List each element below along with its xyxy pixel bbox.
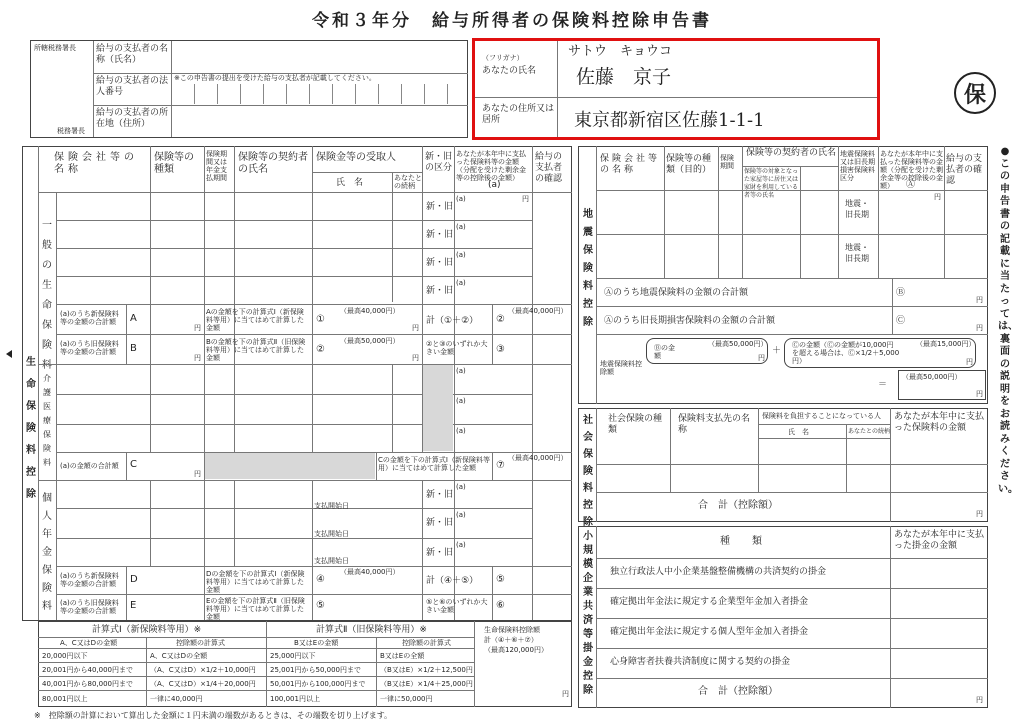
s-col-bearer: 保険料を負担することになっている人 [762, 412, 881, 420]
n6: ⑥ [496, 600, 505, 611]
q-col-company: 保険会社等の名称 [600, 154, 661, 175]
sum-45: 計（④＋⑤） [426, 576, 479, 586]
care-label: 介護医療保険料 [43, 374, 51, 467]
paid-input-4[interactable] [456, 288, 530, 302]
max40000-2: （最高40,000円） [508, 307, 568, 315]
social-section-label: 社会保険料控除 [583, 415, 593, 528]
sum-12: 計（①＋②） [426, 316, 479, 326]
newold-6[interactable]: 新・旧 [426, 518, 454, 528]
eq-sign: ＝ [878, 380, 888, 390]
tax-office-label: 所轄税務署長 [34, 44, 76, 52]
col-relation: あなたとの続柄 [394, 174, 422, 190]
c-formula: Ⓒの金額（Ⓒの金額が10,000円を超える場合は、Ⓒ×1/2＋5,000円） [792, 341, 900, 365]
calc2-E: Eの金額を下の計算式Ⅱ（旧保険料等用）に当てはめて計算した金額 [206, 597, 305, 621]
deduct-label: 地震保険料控除額 [600, 360, 642, 376]
q-col-contractor: 保険等の契約者の氏名 [746, 148, 837, 158]
paid-input-1[interactable] [456, 204, 530, 218]
small-total-input[interactable] [892, 680, 986, 706]
pension-start-1: 支払開始日 [314, 502, 349, 510]
f2-r1c1: 25,000円以下 [270, 652, 316, 660]
q-col-confirm: 給与の支払者の確認 [946, 154, 983, 186]
paid-input-2[interactable] [456, 232, 530, 246]
sb-row-1: 独立行政法人中小企業基盤整備機構の共済契約の掛金 [610, 567, 827, 577]
choose-56: ⑤と⑥のいずれか大きい金額 [426, 598, 488, 614]
payer-address-field[interactable] [172, 106, 466, 136]
col-newold: 新・旧の区分 [425, 152, 453, 173]
sb-yen: 円 [976, 696, 983, 704]
calc1-C: Cの金額を下の計算式Ⅰ（新保険料等用）に当てはめて計算した金額 [378, 456, 490, 472]
f2-r3c1: 50,001円から100,000円まで [270, 680, 366, 688]
kind-row-2[interactable]: 地震・旧長期 [845, 243, 869, 263]
f1-r3c1: 40,001円から80,000円まで [42, 680, 133, 688]
a-mark-9: (a) [456, 511, 466, 519]
E-label: (a)のうち旧保険料等の金額の合計額 [60, 599, 119, 615]
q-col-insured: 保険等の対象となった家屋等に居住又は家財を利用している者等の氏名 [744, 168, 799, 199]
quake-section-label: 地震保険料控除 [583, 209, 593, 328]
q-col-paid-mark: Ⓐ [906, 180, 916, 190]
f1-r1c1: 20,000円以下 [42, 652, 88, 660]
f1-col1: A、C又はDの金額 [60, 639, 118, 647]
f2-r2c1: 25,001円から50,000円まで [270, 666, 361, 674]
payer-name-label: 給与の支払者の名称（氏名） [96, 44, 169, 65]
max40000-4: （最高40,000円） [340, 568, 400, 576]
f2-col2: 控除額の計算式 [402, 639, 451, 647]
choose-23: ②と③のいずれか大きい金額 [426, 340, 488, 356]
name-label: あなたの氏名 [482, 66, 537, 76]
q-col-kind: 地震保険料又は旧長期損害保険料区分 [840, 150, 875, 182]
pension-start-3: 支払開始日 [314, 557, 349, 565]
f2-r4c1: 100,001円以上 [270, 695, 320, 703]
payer-number-note: ※この申告書の提出を受けた給与の支払者が記載してください。 [174, 74, 376, 82]
sb-input-4[interactable] [892, 650, 986, 676]
f2-r3c2: （B又はE）×1/4＋25,000円 [380, 680, 473, 688]
B-label: (a)のうち旧保険料等の金額の合計額 [60, 340, 119, 356]
small-total: 合 計（控除額） [698, 686, 778, 697]
social-total: 合 計（控除額） [698, 500, 778, 511]
n5: ⑤ [316, 600, 325, 611]
q-yen-total: 円 [976, 390, 983, 398]
max40000-3: （最高40,000円） [508, 454, 568, 462]
newold-1[interactable]: 新・旧 [426, 202, 454, 212]
newold-5[interactable]: 新・旧 [426, 490, 454, 500]
life-total-yen: 円 [562, 690, 569, 698]
social-total-input[interactable] [892, 494, 986, 520]
a-mark-4: (a) [456, 279, 466, 287]
general-label: 一般の生命保険料 [42, 220, 52, 371]
C-gray [205, 453, 375, 479]
calc1-A: Aの金額を下の計算式Ⅰ（新保険料等用）に当てはめて計算した金額 [206, 308, 304, 332]
B-yen: 円 [194, 354, 201, 362]
s-yen: 円 [976, 510, 983, 518]
D-label: (a)のうち新保険料等の金額の合計額 [60, 572, 119, 588]
paid-input-9[interactable] [456, 520, 530, 536]
life-total-label: 生命保険料控除額 [484, 626, 540, 634]
plus-sign: ＋ [772, 346, 782, 356]
sb-input-1[interactable] [892, 560, 986, 586]
B-mark: B [130, 343, 137, 354]
yen-n1: 円 [412, 324, 419, 332]
D-mark: D [130, 574, 138, 585]
footnote: ※ 控除額の計算において算出した金額に１円未満の端数があるときは、その端数を切り上げます。 [34, 711, 393, 720]
col-period: 保険期間又は年金支払期間 [206, 150, 227, 182]
A-yen: 円 [194, 324, 201, 332]
col-contractor: 保険等の契約者の氏名 [238, 152, 308, 175]
sum-quake: Ⓐのうち地震保険料の金額の合計額 [604, 288, 749, 298]
col-confirm: 給与の支払者の確認 [535, 152, 563, 184]
s-col-type: 社会保険の種類 [608, 414, 663, 435]
life-total-formula: 計（④＋⑥＋⑦） [484, 636, 538, 644]
q-yen-b: 円 [758, 354, 765, 362]
side-note: ●この申告書の記載に当たっては、裏面の説明をお読みください。 [998, 146, 1018, 495]
calc2-B: Bの金額を下の計算式Ⅱ（旧保険料等用）に当てはめて計算した金額 [206, 338, 306, 362]
address-label: あなたの住所又は居所 [482, 104, 555, 125]
sb-row-3: 確定拠出年金法に規定する個人型年金加入者掛金 [610, 627, 809, 637]
q-col-type: 保険等の種類（目的） [666, 154, 712, 175]
col-company: 保険会社等の名称 [54, 152, 138, 175]
sum-old: Ⓐのうち旧長期損害保険料の金額の合計額 [604, 316, 776, 326]
f1-r4c1: 80,001円以上 [42, 695, 88, 703]
max-50000-total: （最高50,000円） [902, 373, 962, 381]
life-section-label: 生命保険料控除 [26, 357, 36, 500]
sb-row-4: 心身障害者扶養共済制度に関する契約の掛金 [610, 657, 791, 667]
tax-office-suffix: 税務署長 [57, 127, 85, 135]
a-mark-5: (a) [456, 367, 466, 375]
a-mark-7: (a) [456, 427, 466, 435]
f1-r2c2: （A、C又はD）×1/2＋10,000円 [150, 666, 256, 674]
yen-n2: 円 [412, 354, 419, 362]
sb-row-2: 確定拠出年金法に規定する企業型年金加入者掛金 [610, 597, 809, 607]
furigana-label: （フリガナ） [482, 54, 524, 62]
kind-row-1[interactable]: 地震・旧長期 [845, 199, 869, 219]
q-paid-input-2[interactable] [880, 240, 942, 276]
newold-7[interactable]: 新・旧 [426, 548, 454, 558]
max-50000-q: （最高50,000円） [708, 340, 768, 348]
payer-address-label: 給与の支払者の所在地（住所） [96, 108, 169, 129]
n1: ① [316, 314, 325, 325]
f1-r3c2: （A、C又はD）×1/4＋20,000円 [150, 680, 256, 688]
f1-r4c2: 一律に40,000円 [150, 695, 203, 703]
paid-input-7[interactable] [456, 434, 530, 450]
tax-office-field[interactable] [32, 55, 90, 123]
sb-col-paid: あなたが本年中に支払った掛金の金額 [894, 530, 985, 551]
name-value[interactable]: 佐藤 京子 [576, 66, 672, 88]
a-mark-1: (a) [456, 195, 466, 203]
q-yen-1: 円 [934, 193, 941, 201]
seal-icon: 保 [954, 72, 996, 114]
newold-2[interactable]: 新・旧 [426, 230, 454, 240]
n4: ④ [316, 574, 325, 585]
a-mark-3: (a) [456, 251, 466, 259]
n3: ③ [496, 344, 505, 355]
s-paid-input-1[interactable] [892, 440, 986, 462]
payer-name-field[interactable] [172, 42, 466, 72]
calc1-D: Dの金額を下の計算式Ⅰ（新保険料等用）に当てはめて計算した金額 [206, 570, 305, 594]
col-recipient: 保険金等の受取人 [316, 152, 396, 163]
C-label: (a)の金額の合計額 [60, 462, 119, 470]
A-mark: A [130, 313, 137, 324]
f2-r1c2: B又はEの全額 [380, 652, 425, 660]
f2-r2c2: （B又はE）×1/2＋12,500円 [380, 666, 473, 674]
s-col-name: 氏 名 [788, 428, 809, 436]
address-value[interactable]: 東京都新宿区佐藤1-1-1 [574, 110, 765, 131]
col-type: 保険等の種類 [154, 152, 194, 175]
f1-col2: 控除額の計算式 [176, 639, 225, 647]
q-col-paid: あなたが本年中に支払った保険料等の金額（分配を受けた剰余金等の控除後の金額） [880, 150, 943, 190]
yen-1: 円 [522, 195, 529, 203]
q-col-period: 保険期間 [720, 154, 734, 170]
sb-input-2[interactable] [892, 590, 986, 616]
care-gray-col [423, 365, 453, 451]
f1-r2c1: 20,001円から40,000円まで [42, 666, 133, 674]
paid-input-8[interactable] [456, 492, 530, 506]
a-mark-6: (a) [456, 397, 466, 405]
mark-B: Ⓑ [896, 288, 906, 298]
q-yen-B: 円 [976, 296, 983, 304]
a-mark-10: (a) [456, 541, 466, 549]
col-paid: あなたが本年中に支払った保険料等の金額（分配を受けた剰余金等の控除後の金額） [456, 150, 526, 182]
f2-col1: B又はEの金額 [294, 639, 339, 647]
left-arrow-icon [6, 350, 12, 358]
n2: ② [316, 344, 325, 355]
furigana-value[interactable]: サトウ キョウコ [568, 44, 673, 59]
sb-col-kind: 種 類 [720, 536, 768, 547]
n5-right: ⑤ [496, 574, 505, 585]
payer-number-field[interactable] [172, 84, 466, 104]
mark-C: Ⓒ [896, 316, 906, 326]
max-15000: （最高15,000円） [916, 340, 976, 348]
C-mark: C [130, 459, 137, 470]
s-col-payee: 保険料支払先の名称 [678, 414, 751, 435]
life-total-max: （最高120,000円） [484, 646, 548, 654]
payer-number-label: 給与の支払者の法人番号 [96, 76, 169, 97]
n2-right: ② [496, 314, 505, 325]
col-paid-mark: (a) [488, 180, 501, 190]
pension-start-2: 支払開始日 [314, 530, 349, 538]
newold-4[interactable]: 新・旧 [426, 286, 454, 296]
small-section-label: 小規模企業共済等掛金控除 [583, 531, 593, 696]
q-yen-c: 円 [966, 358, 973, 366]
q-yen-C: 円 [976, 324, 983, 332]
s-col-relation: あなたとの続柄 [848, 428, 891, 435]
s-paid-input-2[interactable] [892, 466, 986, 490]
f1-r1c2: A、C又はDの全額 [150, 652, 208, 660]
C-yen: 円 [194, 470, 201, 478]
a-mark-2: (a) [456, 223, 466, 231]
paid-input-5[interactable] [456, 376, 530, 392]
max40000-1: （最高40,000円） [340, 307, 400, 315]
paid-input-10[interactable] [456, 550, 530, 564]
q-paid-input-1[interactable] [880, 202, 942, 232]
page-title: 令和３年分 給与所得者の保険料控除申告書 [312, 11, 712, 31]
n7: ⑦ [496, 460, 505, 471]
paid-input-6[interactable] [456, 406, 530, 422]
b-amount: Ⓑの金額 [654, 344, 675, 360]
a-mark-8: (a) [456, 483, 466, 491]
max50000-1: （最高50,000円） [340, 337, 400, 345]
A-label: (a)のうち新保険料等の金額の合計額 [60, 310, 119, 326]
f2-r4c2: 一律に50,000円 [380, 695, 433, 703]
sb-input-3[interactable] [892, 620, 986, 646]
newold-3[interactable]: 新・旧 [426, 258, 454, 268]
f2-title: 計算式Ⅱ（旧保険料等用）※ [316, 625, 427, 635]
E-mark: E [130, 600, 137, 611]
life-total-input[interactable] [476, 656, 570, 704]
s-col-paid: あなたが本年中に支払った保険料の金額 [894, 412, 985, 433]
f1-title: 計算式Ⅰ（新保険料等用）※ [92, 625, 202, 635]
col-recipient-name: 氏 名 [336, 178, 364, 188]
paid-input-3[interactable] [456, 260, 530, 274]
pension-label: 個人年金保険料 [42, 493, 52, 612]
